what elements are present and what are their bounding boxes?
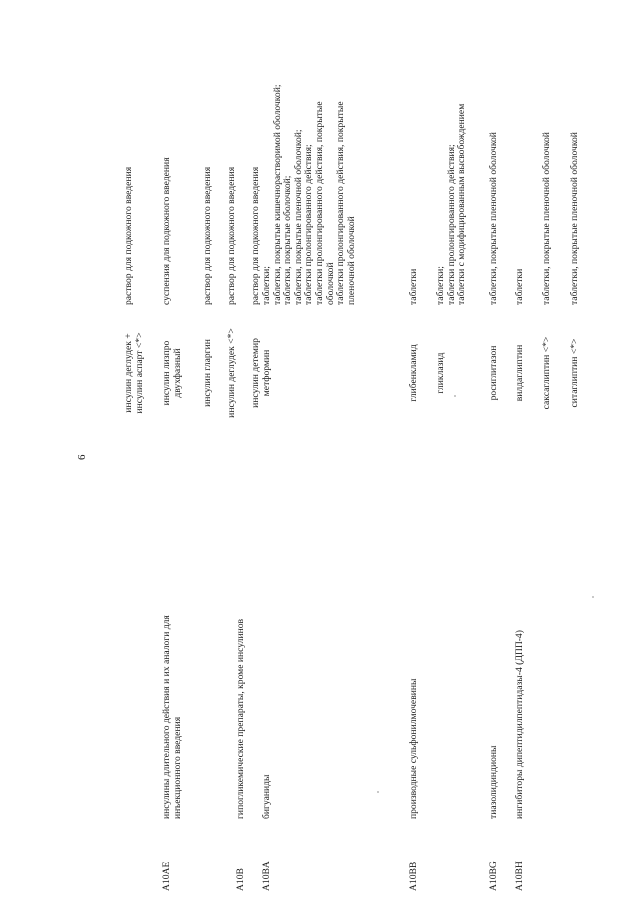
scan-speck [377, 791, 379, 793]
drug-name: инсулин детемир [250, 338, 261, 408]
dosage-form: таблетки, покрытые пленочной оболочкой [541, 132, 552, 305]
drug-name: инсулин лизпро двухфазный [161, 340, 183, 406]
dosage-form: таблетки [408, 268, 419, 305]
dosage-form: таблетки, покрытые пленочной оболочкой [488, 132, 499, 305]
dosage-form: таблетки [514, 268, 525, 305]
dosage-form: таблетки, покрытые пленочной оболочкой [569, 132, 580, 305]
dosage-form: суспензия для подкожного введения [161, 157, 172, 305]
atc-code: A10AE [161, 861, 172, 891]
dosage-form: раствор для подкожного введения [123, 166, 134, 305]
drug-name: метформин [261, 349, 272, 397]
page-number: 6 [76, 454, 88, 460]
dosage-form: раствор для подкожного введения [226, 166, 237, 305]
drug-name: ситаглиптин <*> [569, 338, 580, 408]
dosage-form: раствор для подкожного введения [202, 166, 213, 305]
drug-group: бигуаниды [261, 774, 272, 819]
atc-code: A10BH [514, 861, 525, 891]
drug-name: саксаглиптин <*> [541, 336, 552, 410]
drug-name: инсулин гларгин [202, 339, 213, 407]
atc-code: A10BA [261, 861, 272, 891]
drug-name: инсулин деглудек <*> [226, 328, 237, 418]
drug-group: гипогликемические препараты, кроме инсулинов [235, 618, 246, 819]
atc-code: A10BB [408, 861, 419, 891]
scan-speck [454, 395, 456, 397]
drug-name: росиглитазон [488, 345, 499, 401]
drug-group: тиазолидиндионы [488, 745, 499, 819]
atc-code: A10BG [488, 861, 499, 891]
atc-code: A10B [235, 868, 246, 891]
scan-speck [592, 596, 594, 598]
drug-name: вилдаглиптин [514, 344, 525, 402]
dosage-form: раствор для подкожного введения [250, 166, 261, 305]
drug-group: ингибиторы дипептидилпептидазы-4 (ДПП-4) [514, 630, 525, 819]
drug-group: производные сульфонилмочевины [408, 678, 419, 819]
drug-name: глибенкламид [408, 344, 419, 402]
drug-name: гликлазид [435, 352, 446, 394]
drug-group: инсулины длительного действия и их аналоги для инъекционного введения [161, 615, 183, 819]
dosage-form: таблетки; таблетки, покрытые кишечнорастворимой оболочкой; таблетки, покрытые оболочкой; таблетки, покрытые пленочной оболочкой; таблетки пролонгированного действия; таблетки пролонгированного действия, покрытые оболочкой таблетки пролонгированного действия, покрытые пленочной оболочкой [261, 84, 357, 305]
drug-name: инсулин деглудек + инсулин аспарт <*> [123, 332, 145, 414]
dosage-form: таблетки; таблетки пролонгированного действия; таблетки с модифицированным высвобождением [435, 103, 468, 305]
